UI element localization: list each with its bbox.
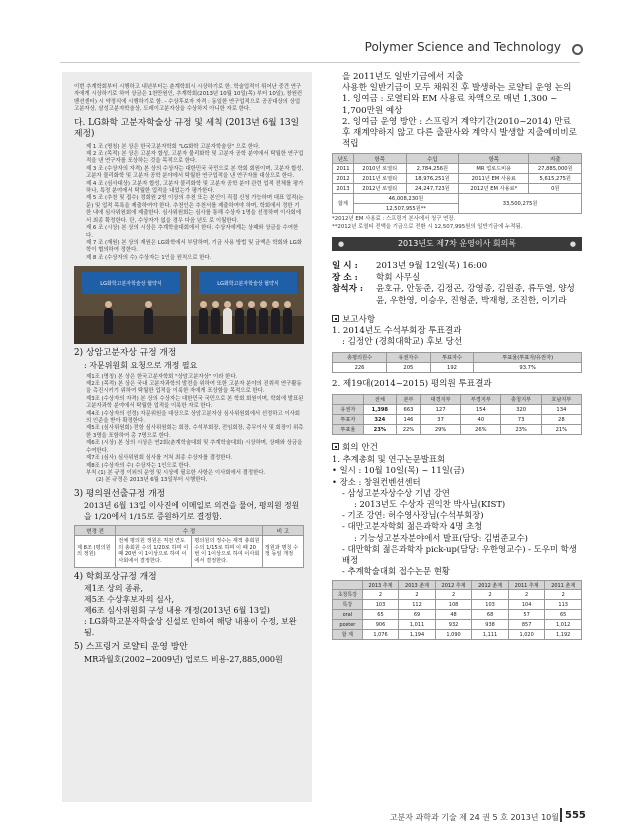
photo-banner: LG화학고분자학술상 협약식 — [82, 272, 180, 294]
table-header: 항목 — [459, 154, 529, 164]
ring-icon — [572, 44, 583, 55]
left-column-box — [62, 72, 312, 802]
section-council-title: 3) 평의원선출규정 개정 — [74, 488, 166, 499]
right-column — [322, 72, 582, 640]
signing-ceremony-photo — [74, 266, 187, 344]
table-row: 2013 2012년 로열티 24,247,723원 2012년 EM 사용료* 0원 — [333, 184, 582, 194]
group-photo — [191, 266, 304, 344]
table-row: 유권자 1,398 663 127 154 320 134 — [333, 405, 582, 415]
cont-line: 1. 잉여금 : 로열티와 EM 사용료 차액으로 매년 1,300 ~ 1,700만원 예상 — [342, 94, 558, 116]
springer-continuation — [332, 72, 582, 150]
rule-item: 제3조 (수상자의 자격) 본 상의 수상자는 대한민국 국민으로 본 학회 회원이며, 학회에 발표된 고분자과학 분야에서 탁월한 업적을 이룩한 자로 한다. — [86, 395, 304, 410]
agenda-line: 1. 추계총회 및 연구논문발표회 — [332, 454, 446, 465]
photo-strip — [74, 266, 304, 344]
table-row: 투표율 23% 22% 29% 26% 23% 21% — [333, 425, 582, 435]
rule-item: 제 1 조 (명칭) 본 상은 한국고분자학회 "LG화학 고분자학술상" 으로 한다. — [86, 143, 261, 150]
table-header: 년도 — [333, 154, 354, 164]
award-line: 제5조 수상후보자의 심사, — [84, 595, 174, 605]
rule-item: 제 4 조 (심사대상) 고분자 합성, 고분자 물리화학 및 고분자 공학 분야 관련 업적 전체를 평가하나, 특정 분야에서 탁월한 업적을 내었는가 평가한다. — [86, 180, 304, 195]
checkbox-square-icon — [332, 315, 339, 322]
cont-line: 2. 잉여금 운영 방안 : 스프링거 계약기간(2010~2014) 만료 후 재계약하지 않고 다른 출판사와 계약시 발생할 지출예비비로 적립 — [342, 116, 577, 150]
rule-item: 제 2 조 (목적) 본 상은 고분자 합성, 고분자 물리화학 및 고분자 공학 분야에서 탁월한 연구업적을 낸 연구자를 포상하는 것을 목적으로 한다. — [86, 151, 304, 165]
table-cell: 제 8조 (평의원의 정원) — [75, 536, 116, 567]
table-row: 합 계 1,076 1,194 1,090 1,111 1,020 1,192 — [333, 630, 582, 640]
report-item-2: 2. 제19대(2014~2015) 평의원 투표결과 — [332, 379, 492, 390]
meeting-place-row: 장 소 : 학회 사무실 — [332, 272, 421, 283]
header-rule — [60, 62, 580, 63]
table-row: 226 205 192 93.7% — [333, 363, 582, 373]
rule-item: 제 5 조 (추천 및 접수) 정회원 2명 이상의 추천 또는 본인이 직접 신청 가능하며 대표 업적(논문) 및 업적 목록을 제출하여야 한다. 추천인은 추천서를 제출하여야 하며, 학회에서 정한 기한 내에 심사위원회에 제출한다. 심사위원회는 심사를 통해 수상자 1명을 선정하며 이사회에서 최종 확정한다. 단, 수상자가 없을 경우 다음 년도 로 이월한다. — [86, 195, 304, 224]
section-lg-prize-title: 다. LG화학 고분자학술상 규정 및 세칙 (2013년 6월 13일 제정) — [74, 117, 300, 140]
rule-item: 제 6 조 (시상) 본 상의 시상은 추계학술대회에서 한다. 수상자에게는 상패와 상금을 수여한다. — [86, 225, 299, 239]
intro-paragraph: 이번 추계학회부터 시행하고 내년부터는 춘계학회시 시상하기로 한. 학술업적이 뛰어난 중견 연구자에게 시상하기로 하여 상금은 1천만원인, 추계학회(2013년 10월 10일(목) 부터 10일), 창원컨벤션센터) 시 약정식에 시행하기로 함. - 수상후보자 자격 : 동일한 연구업적으로 공공대상의 상업고분자상, 삼성고분자학술상, 도레이고분자상을 수상하지 아니한 자로 한다. — [74, 84, 303, 113]
table-row: 특강 103 112 108 103 104 113 — [333, 600, 582, 610]
journal-section-title: Polymer Science and Technology — [364, 40, 561, 54]
table-row: 초청특강 2 2 2 2 2 2 — [333, 590, 582, 600]
table-header: 수입 — [406, 154, 458, 164]
table-cell: 전체 평의원 정원은 직전 연도의 총회원 수의 1/20로 하며 이 때 20번 이 1이상으로 하여 이사회에서 결정한다. — [116, 536, 192, 567]
cont-line: 사용한 일반기금이 모두 채워진 후 발생하는 로얄티 운영 논의 — [342, 83, 572, 94]
report-item-1: 1. 2014년도 수석부회장 투표결과 — [332, 326, 462, 337]
award-line: : LG화학고분자학술상 신설로 인하여 해당 내용이 수정, 보완됨. — [84, 617, 297, 638]
table-row: oral 65 69 48 68 57 65 — [333, 610, 582, 620]
cont-line: 을 2011년도 일반기금에서 지출 — [342, 72, 464, 82]
rule-item: 제4조 (수상자의 선정) 자문위원을 대상으로 상암고분자상 심사위원회에서 선정하고 이사회의 인준을 받아 확정한다. — [86, 410, 301, 425]
table-header: 변경 전 — [75, 526, 116, 536]
agenda-line: - 기조 강연: 허수영사장님(수석부회장) — [342, 510, 484, 521]
agenda-line: : 기능성고분자분야에서 발표(담당: 김범준교수) — [354, 532, 528, 543]
page-number: 555 — [565, 810, 586, 821]
meeting-section-bar: ● 2013년도 제7차 운영이사 회의록 ● — [332, 237, 582, 251]
table-row: poster 906 1,011 932 938 857 1,012 — [333, 620, 582, 630]
rule-item: 제7조 (심사) 심사위원회 심사를 거쳐 최종 수상자를 결정한다. — [86, 455, 233, 462]
table-header: 항목 — [353, 154, 406, 164]
section-springer-title: 5) 스프링거 로얄티 운영 방안 — [74, 642, 188, 653]
table-row: 12,507,955원** — [333, 204, 582, 214]
section-council-body: 2013년 6월 13일 이사진에 이메일로 의견을 물어, 평의원 정원을 1/20에서 1/15로 증원하기로 결정함. — [84, 501, 300, 522]
rule-item: (2) 본 규정은 2013년 6월 13일부터 시행한다. — [96, 477, 208, 484]
footer-journal: 고분자 과학과 기술 제 24 권 5 호 2013년 10월 — [389, 813, 559, 822]
sangam-rules — [86, 374, 304, 485]
rule-item: 제8조 (수상자의 수) 수상자는 1인으로 한다. — [86, 462, 191, 469]
agenda-line: • 장소 : 창원컨벤션센터 — [332, 476, 421, 487]
page-header — [0, 0, 621, 70]
report-heading: 보고사항 — [332, 315, 582, 326]
agenda-line: - 삼성고분자상수상 기념 강연 — [342, 487, 450, 498]
section-springer-body: MR과월호(2002~2009년) 업로드 비용-27,885,000원 — [84, 654, 283, 664]
section-award-title: 4) 학회포상규정 개정 — [74, 571, 157, 582]
agenda-list — [332, 454, 582, 577]
report-item-1-sub: : 김정안 (경희대학교) 후보 당선 — [342, 337, 463, 348]
award-line: 제1조 상의 종류, — [84, 584, 144, 594]
agenda-line: - 추계학술대회 접수논문 현황 — [342, 566, 450, 577]
fund-note: *2012년 EM 사용료 : 스프링거 본사에서 청구 연장. — [332, 216, 456, 223]
table-row: 합계 46,008,230원 33,500,275원 — [333, 194, 582, 204]
rule-item: 제 3 조 (수상자의 자격) 본 상의 수상자는 대한민국 국민으로 본 학회 회원이며, 고분자 합성, 고분자 물리화학 및 고분자 공학 분야에서 탁월한 연구업적을 낸 연구자를 대상으로 한다. — [86, 165, 304, 180]
section-sangam-subtitle: : 자문위원회 요청으로 개정 필요 — [84, 360, 198, 370]
council-change-table — [74, 525, 304, 567]
table-cell: 정원과 명칭 수정 동일 개정 — [262, 536, 303, 567]
lg-prize-rules — [86, 144, 304, 263]
rule-item: 제2조 (목적) 본 상은 국내 고분자과학의 발전을 위하여 또한 고분자 분야의 진취적 연구활동을 촉진시키기 위하여 탁월한 업적을 이룩한 자에게 포상함을 목적으로 한다. — [86, 381, 302, 395]
agenda-line: : 2013년도 수상자 권익찬 박사님(KIST) — [354, 499, 506, 510]
royalty-fund-table — [332, 153, 582, 214]
section-award-body — [74, 583, 304, 638]
photo-banner: LG화학고분자학술상 협약식 — [199, 272, 297, 294]
rule-item: 제 8 조 (수상자의 수) 수상자는 1인을 원칙으로 한다. — [86, 254, 212, 261]
council-vote-table: 전체 본부 대경지부 부경지부 충청지부 호남지부 유권자 1,398 663 127 154 320 134 투표자 324 146 37 40 73 28 투표율 23% 22% 29% 26% 23% 21% — [332, 394, 582, 435]
rule-item: 제1조 (명칭) 본 상은 한국고분자학회 "상암고분자상" 이라 한다. — [86, 373, 238, 380]
agenda-heading: 회의 안건 — [332, 443, 582, 454]
footer-divider — [560, 808, 562, 822]
checkbox-square-icon — [332, 443, 339, 450]
table-header: 지출 — [529, 154, 582, 164]
table-header: 비 고 — [262, 526, 303, 536]
table-row: 2011 2010년 로열티 2,784,256원 MR 업로드비용 27,885,000원 — [333, 164, 582, 174]
rule-item: 제6조 (시상) 본 상의 시상은 연2회(춘계학술대회 및 추계학술대회) 시상하며, 상패와 상금을 수여한다. — [86, 440, 303, 454]
fund-note: **2012년 로열티 전액을 기금으로 전환 시 12,507,995원의 일반기금에 누적됨. — [332, 223, 523, 230]
award-line: 제6조 심사위원회 구성 내용 개정(2013년 6월 13일) — [84, 606, 270, 616]
meeting-info — [332, 261, 582, 307]
agenda-line: - 대만고분자학회 젊은과학자 4명 초청 — [342, 521, 483, 532]
meeting-attendees-row: 참석자 : 윤호규, 안동준, 김정곤, 강영종, 김원종, 류두열, 양성윤, 우한영, 이승우, 진형준, 박재형, 조진한, 이기라 — [332, 284, 575, 306]
section-sangam-title: 2) 상암고분자상 규정 개정 — [74, 348, 177, 359]
meeting-date-row: 일 시 : 2013년 9월 12일(목) 16:00 — [332, 261, 488, 272]
vote-result-table: 총평의원수 유권자수 투표자수 투표율(투표자/유권자) 226 205 192 93.7% — [332, 352, 582, 373]
agenda-line: • 일시 : 10월 10일(목) ~ 11일(금) — [332, 465, 465, 476]
table-header: 수 정 — [116, 526, 263, 536]
rule-item: 제5조 (심사위원회) 전항 심사위원회는 회장, 수석부회장, 전임회장, 총무이사 및 회장이 위촉한 3명을 포함하여 총 7명으로 한다. — [86, 425, 304, 439]
registration-table: 2013 추계 2013 춘계 2012 추계 2012 춘계 2011 추계 2011 춘계 초청특강 2 2 2 2 2 2 특강 103 112 108 103 104 113 oral 65 69 48 68 57 65 poster 906 1,011 932 938 857 1,012 합 계 1,076 1,194 1,090 1,111 1,020 1,192 — [332, 580, 582, 640]
rule-item: 제 7 조 (재원) 본 상의 재원은 LG화학에서 부담하며, 기금 사용 방법 및 금액은 학회와 LG화학이 협의하여 정한다. — [86, 239, 303, 254]
table-row: 투표자 324 146 37 40 73 28 — [333, 415, 582, 425]
table-row: 2012 2011년 로열티 18,976,251원 2011년 EM 사용료 5,615,275원 — [333, 174, 582, 184]
rule-item: 부칙 (1) 본 규정 이외의 운영 및 시상에 필요한 사항은 이사회에서 결정한다. — [86, 469, 266, 476]
table-cell: 평의원의 정수는 재적 총회원 수의 1/15로 하며 이 때 20번 이 1이상으로 하여 이사회에서 결정한다. — [192, 536, 262, 567]
agenda-line: - 대만학회 젊은과학자 pick-up(담당: 우한영교수) - 도우미 학생배정 — [342, 543, 577, 566]
